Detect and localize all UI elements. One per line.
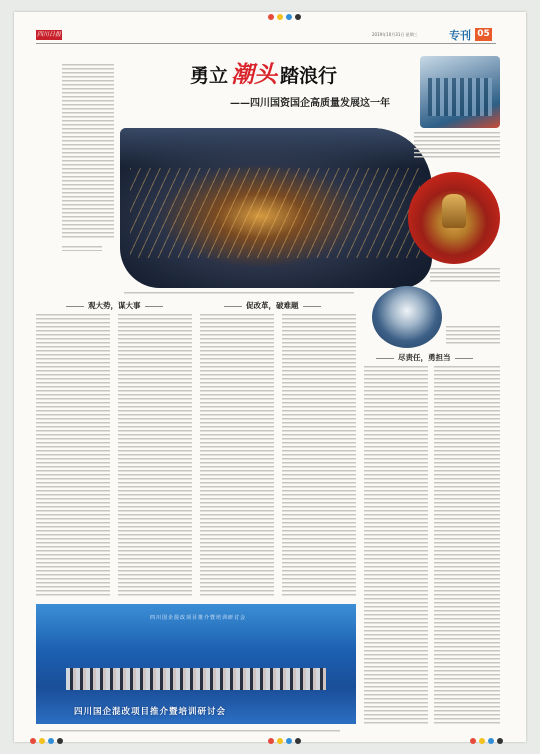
body-column-1 xyxy=(36,314,110,598)
city-night-photo xyxy=(120,128,432,288)
body-column-5 xyxy=(364,366,428,726)
headline-emphasis: 潮头 xyxy=(231,61,278,88)
subheading-1: 观大势，谋大事 xyxy=(62,300,167,311)
bell-photo-caption xyxy=(430,268,500,284)
conference-photo-caption xyxy=(446,326,500,346)
masthead-date: 2019年10月31日 星期三 xyxy=(372,32,418,37)
subheading-3: 尽责任，勇担当 xyxy=(372,352,477,363)
factory-photo-caption xyxy=(414,132,500,160)
registration-dots-top xyxy=(268,14,301,20)
conference-photo xyxy=(372,286,442,348)
masthead-logo: 四川日报 xyxy=(36,31,61,38)
headline-end: 踏浪行 xyxy=(280,65,338,87)
city-photo-caption xyxy=(124,292,354,296)
intro-text-column xyxy=(62,64,114,240)
headline-start: 勇立 xyxy=(190,65,229,87)
subheadline: ——四川国资国企高质量发展这一年 xyxy=(230,98,390,109)
section-title: 专刊 xyxy=(449,29,471,42)
banner-sign-text: 四川国企混改项目推介暨培训研讨会 xyxy=(150,615,247,621)
registration-dots-bottom xyxy=(268,738,301,744)
body-column-3 xyxy=(200,314,274,598)
banner-photo-caption xyxy=(40,730,340,734)
registration-dots-bottom-right xyxy=(470,738,503,744)
banner-caption: 四川国企混改项目推介暨培训研讨会 xyxy=(74,707,227,717)
headline xyxy=(190,56,337,89)
body-column-4 xyxy=(282,314,356,598)
body-column-2 xyxy=(118,314,192,598)
masthead-rule xyxy=(36,43,496,44)
intro-byline xyxy=(62,246,102,251)
registration-dots-bottom-left xyxy=(30,738,63,744)
bell-ceremony-photo xyxy=(408,172,500,264)
subheading-2: 促改革，破难题 xyxy=(220,300,325,311)
body-column-6 xyxy=(434,366,500,726)
factory-photo xyxy=(420,56,500,128)
page-number-badge: 05 xyxy=(475,28,492,41)
